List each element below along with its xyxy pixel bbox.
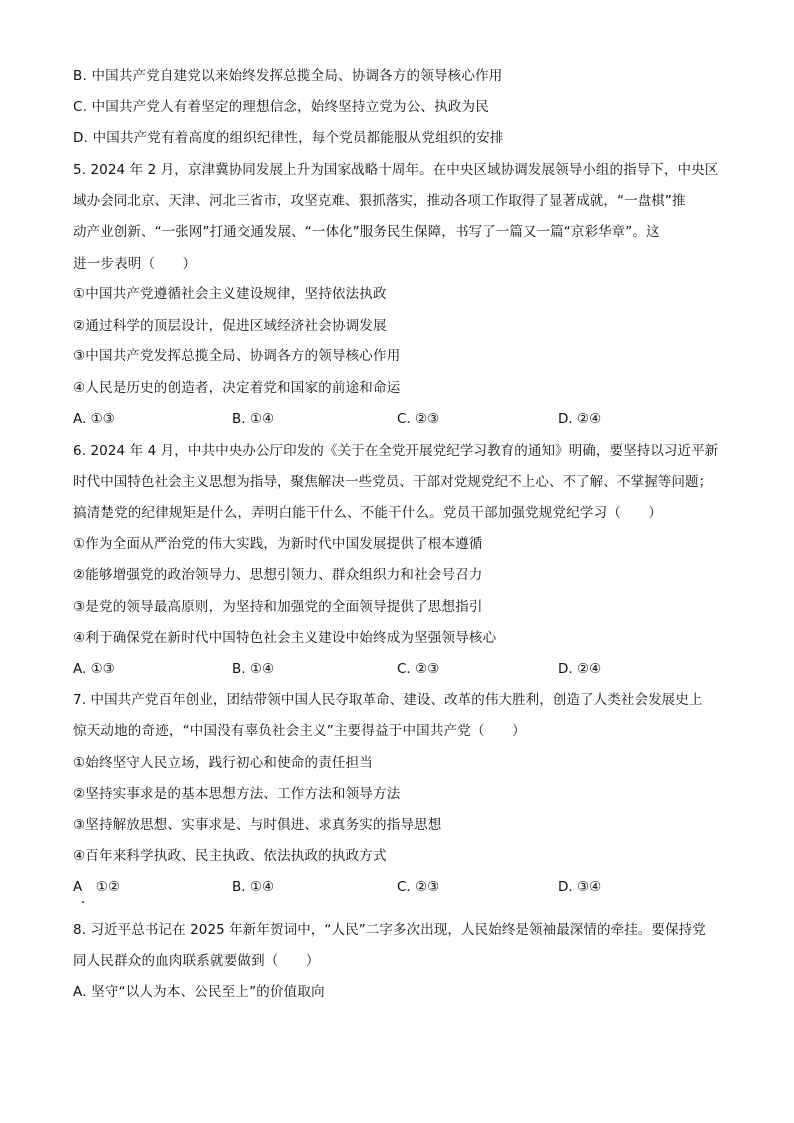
q7-choice-d: D. ③④ — [558, 879, 602, 895]
q7-item-1: ①始终坚守人民立场，践行初心和使命的责任担当 — [73, 755, 374, 771]
q5-stem-line-2: 域办会同北京、天津、河北三省市，攻坚克难、狠抓落实，推动各项工作取得了显著成就，“一盘棋”推 — [73, 193, 686, 209]
q7-choice-b: B. ①④ — [232, 879, 275, 895]
q6-choice-a: A. ①③ — [73, 661, 115, 677]
q8-stem-line-1: 8. 习近平总书记在 2025 年新年贺词中，“人民”二字多次出现，人民始终是领袖最深情的牵挂。要保持党 — [73, 922, 706, 938]
q7-stem-line-2: 惊天动地的奇迹，“中国没有辜负社会主义”主要得益于中国共产党（ ） — [73, 723, 526, 739]
q7-choice-c: C. ②③ — [397, 879, 440, 895]
q4-option-c: C. 中国共产党人有着坚定的理想信念，始终坚持立党为公、执政为民 — [73, 99, 489, 115]
q6-item-1: ①作为全面从严治党的伟大实践，为新时代中国发展提供了根本遵循 — [73, 536, 483, 552]
q5-choice-b: B. ①④ — [232, 411, 275, 427]
q5-item-4: ④人民是历史的创造者，决定着党和国家的前途和命运 — [73, 380, 401, 396]
q8-choice-a: A. 坚守“以人为本、公民至上”的价值取向 — [73, 984, 325, 1000]
q8-stem-line-2: 同人民群众的血肉联系就要做到（ ） — [73, 953, 320, 969]
q6-choice-d: D. ②④ — [558, 661, 602, 677]
q5-choice-a: A. ①③ — [73, 411, 115, 427]
q5-item-3: ③中国共产党发挥总揽全局、协调各方的领导核心作用 — [73, 348, 401, 364]
q4-option-d: D. 中国共产党有着高度的组织纪律性，每个党员都能服从党组织的安排 — [73, 130, 504, 146]
q5-stem-line-1: 5. 2024 年 2 月，京津冀协同发展上升为国家战略十周年。在中央区域协调发展领导小组的指导下，中央区 — [73, 162, 719, 178]
q5-choice-c: C. ②③ — [397, 411, 440, 427]
q5-stem-line-3: 动产业创新、“一张网”打通交通发展、“一体化”服务民生保障，书写了一篇又一篇“京彩华章”。这 — [73, 224, 660, 240]
q5-stem-line-4: 进一步表明（ ） — [73, 256, 197, 272]
q6-item-2: ②能够增强党的政治领导力、思想引领力、群众组织力和社会号召力 — [73, 567, 483, 583]
q6-stem-line-1: 6. 2024 年 4 月，中共中央办公厅印发的《关于在全党开展党纪学习教育的通知》明确，要坚持以习近平新 — [73, 443, 719, 459]
q7-item-3: ③坚持解放思想、实事求是、与时俱进、求真务实的指导思想 — [73, 817, 442, 833]
q5-item-1: ①中国共产党遵循社会主义建设规律，坚持依法执政 — [73, 286, 387, 302]
q7-choice-a: A ①② — [73, 879, 120, 895]
q6-choice-c: C. ②③ — [397, 661, 440, 677]
q5-item-2: ②通过科学的顶层设计，促进区域经济社会协调发展 — [73, 318, 387, 334]
q7-item-2: ②坚持实事求是的基本思想方法、工作方法和领导方法 — [73, 786, 401, 802]
q7-stem-line-1: 7. 中国共产党百年创业，团结带领中国人民夺取革命、建设、改革的伟大胜利，创造了人类社会发展史上 — [73, 692, 703, 708]
q6-item-3: ③是党的领导最高原则，为坚持和加强党的全面领导提供了思想指引 — [73, 599, 483, 615]
q6-item-4: ④利于确保党在新时代中国特色社会主义建设中始终成为坚强领导核心 — [73, 630, 497, 646]
q4-option-b: B. 中国共产党自建党以来始终发挥总揽全局、协调各方的领导核心作用 — [73, 68, 503, 84]
stray-dot-mark — [82, 901, 84, 903]
q7-item-4: ④百年来科学执政、民主执政、依法执政的执政方式 — [73, 848, 387, 864]
q6-choice-b: B. ①④ — [232, 661, 275, 677]
q5-choice-d: D. ②④ — [558, 411, 602, 427]
q6-stem-line-2: 时代中国特色社会主义思想为指导，聚焦解决一些党员、干部对党规党纪不上心、不了解、不掌握等问题； — [73, 474, 713, 490]
q6-stem-line-3: 搞清楚党的纪律规矩是什么，弄明白能干什么、不能干什么。党员干部加强党规党纪学习（ ） — [73, 505, 663, 521]
